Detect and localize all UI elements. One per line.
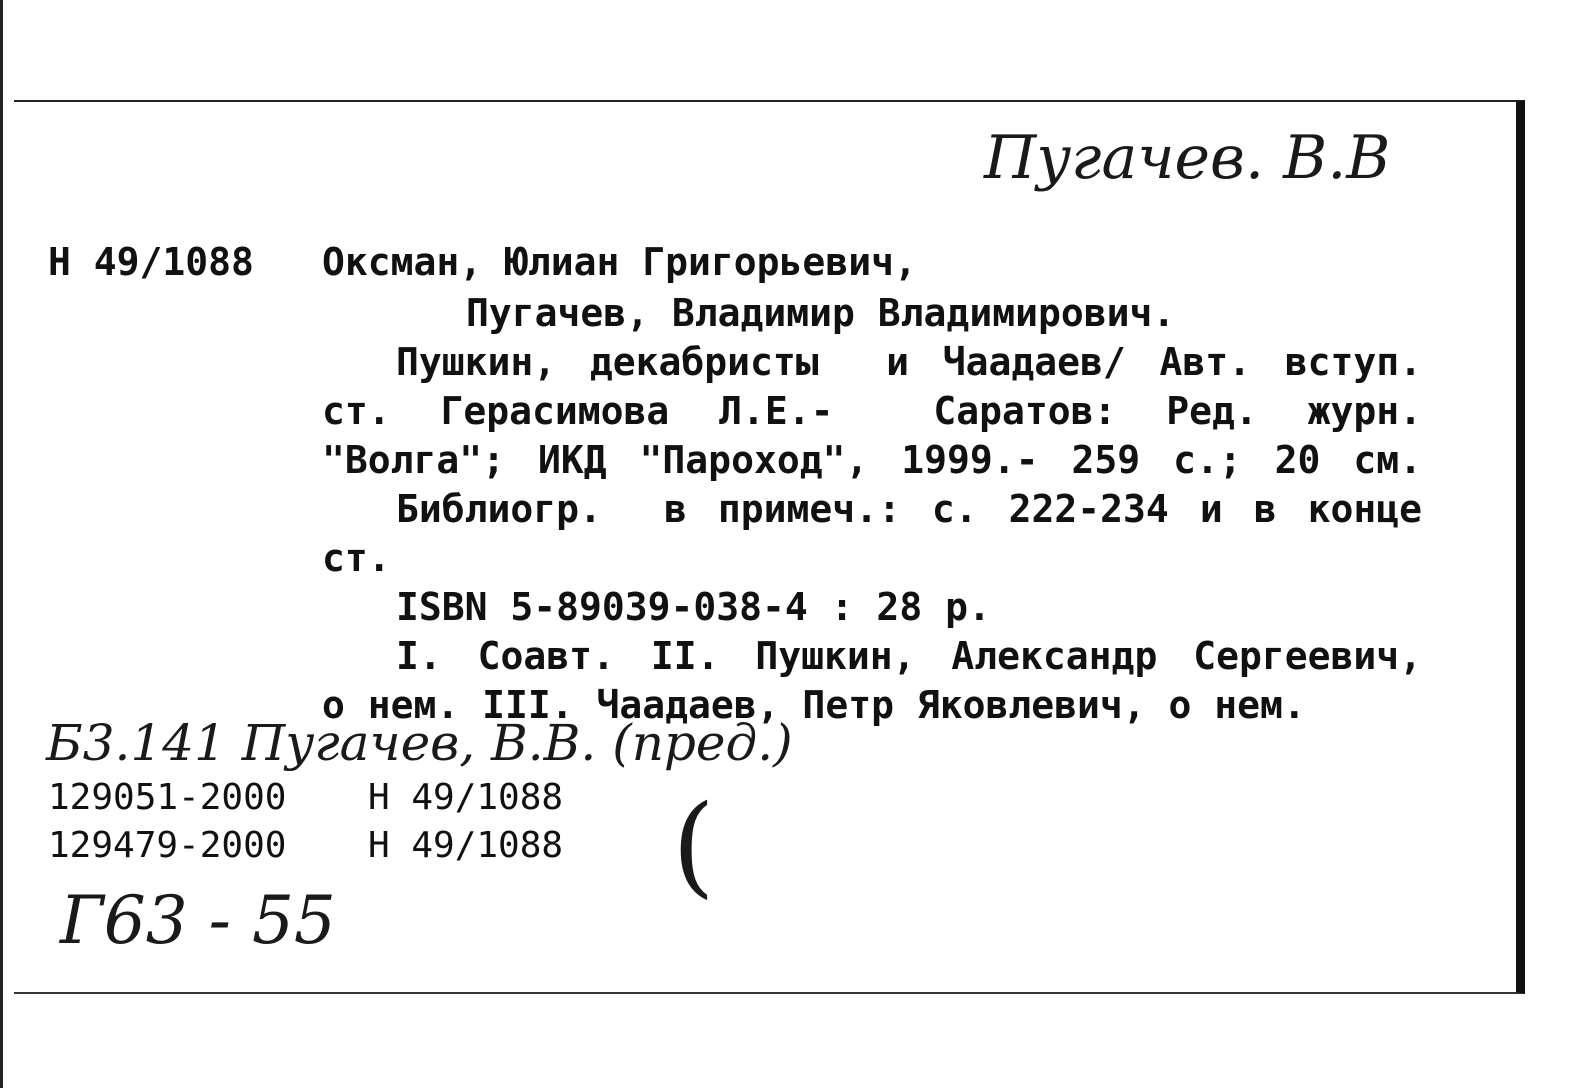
isbn-price-line: ISBN 5-89039-038-4 : 28 р. (396, 585, 991, 629)
inventory-number-2: 129479-2000 (48, 825, 287, 866)
coauthor-heading: Пугачев, Владимир Владимирович. (466, 291, 1176, 335)
inventory-shelfmark-2: Н 49/1088 (368, 825, 564, 866)
author-heading: Оксман, Юлиан Григорьевич, (322, 240, 917, 284)
title-line-2: ст. Герасимова Л.Е.- Саратов: Ред. журн. (322, 389, 1422, 433)
bibliography-note-line-1: Библиогр. в примеч.: с. 222-234 и в конце (396, 487, 1422, 531)
handwritten-bracket-mark: ( (672, 781, 715, 909)
handwritten-call-note: Б3.141 Пугачев, В.В. (пред.) (46, 714, 793, 772)
inventory-shelfmark-1: Н 49/1088 (368, 777, 564, 818)
handwritten-bottom-code: Г63 - 55 (60, 882, 336, 959)
tracings-line-1: I. Соавт. II. Пушкин, Александр Сергеевич, (396, 634, 1422, 678)
handwritten-top-right-note: Пугачев. В.В (984, 123, 1391, 193)
title-line-3: "Волга"; ИКД "Пароход", 1999.- 259 с.; 20 см. (322, 438, 1422, 482)
tracings-line-2: о нем. III. Чаадаев, Петр Яковлевич, о нем. (322, 683, 1306, 727)
bibliography-note-line-2: ст. (322, 536, 391, 580)
inventory-number-1: 129051-2000 (48, 777, 287, 818)
shelfmark: Н 49/1088 (48, 240, 254, 284)
scan-left-edge (0, 0, 3, 1088)
title-line-1: Пушкин, декабристы и Чаадаев/ Авт. вступ. (396, 340, 1422, 384)
